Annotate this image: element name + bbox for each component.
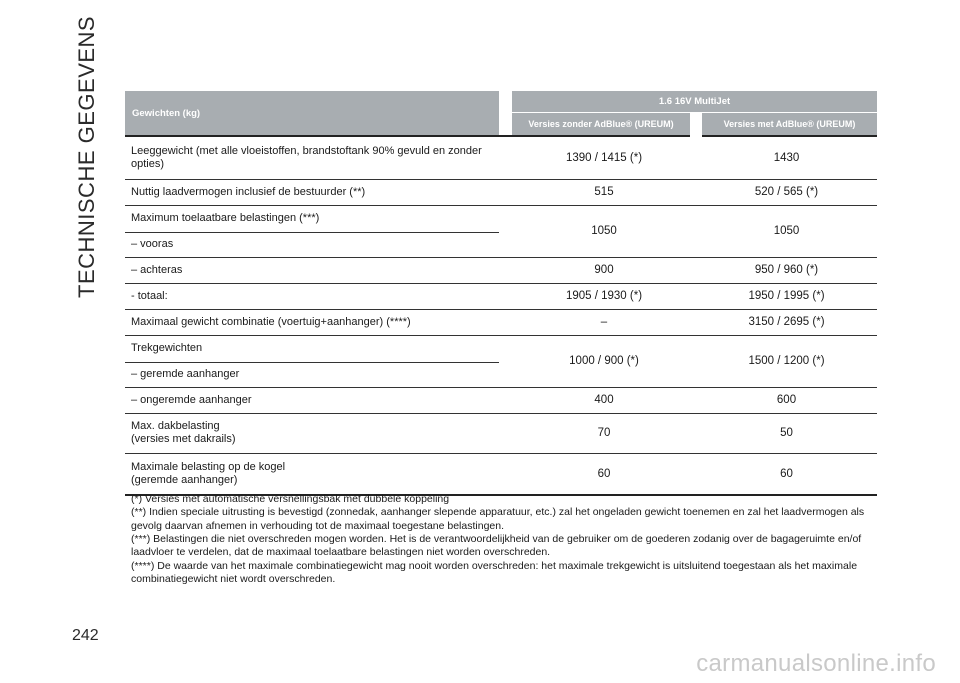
cell-value: 1050: [696, 205, 877, 257]
row-label: – vooras: [125, 232, 499, 257]
row-label: – geremde aanhanger: [125, 362, 499, 387]
row-label: Nuttig laadvermogen inclusief de bestuurder (**): [125, 179, 499, 205]
row-label-line: Max. dakbelasting: [131, 420, 220, 433]
cell-value: 1950 / 1995 (*): [696, 283, 877, 309]
row-label: – achteras: [125, 257, 499, 283]
row-label: [125, 453, 499, 495]
table-row: [125, 283, 877, 309]
table-row: [125, 413, 877, 453]
cell-value: 70: [512, 413, 696, 453]
cell-value: 1000 / 900 (*): [512, 335, 696, 387]
cell-value: 1430: [696, 136, 877, 179]
cell-value: 3150 / 2695 (*): [696, 309, 877, 335]
cell-value: 60: [696, 453, 877, 495]
row-label: - totaal:: [125, 283, 499, 309]
cell-value: 1500 / 1200 (*): [696, 335, 877, 387]
cell-value: 600: [696, 387, 877, 413]
cell-value: 60: [512, 453, 696, 495]
header-col-met-adblue: Versies met AdBlue® (UREUM): [696, 113, 877, 136]
watermark: carmanualsonline.info: [696, 650, 936, 677]
row-label: Maximum toelaatbare belastingen (***): [125, 205, 499, 232]
section-title: TECHNISCHE GEGEVENS: [74, 15, 99, 298]
table-row: [125, 453, 877, 495]
table-row: [125, 179, 877, 205]
table-row: [125, 205, 877, 232]
footnote: (***) Belastingen die niet overschreden mogen worden. Het is de verantwoordelijkheid van de gebruiker om de goederen zodanig over de bagageruimte en/of laadvloer te verdelen, dat de maximaal toelaatbare belastingen niet worden overschreden.: [131, 532, 862, 559]
header-weights-label: Gewichten (kg): [125, 91, 499, 136]
footnotes: [131, 493, 871, 586]
cell-value: 50: [696, 413, 877, 453]
cell-value: –: [512, 309, 696, 335]
cell-value: 900: [512, 257, 696, 283]
cell-value: 1050: [512, 205, 696, 257]
page-number: 242: [72, 627, 99, 644]
footnote: (****) De waarde van het maximale combinatiegewicht mag nooit worden overschreden: het maximale trekgewicht is uitsluitend toegestaan als het maximale combinatiegewicht niet wordt overschreden.: [131, 559, 858, 585]
row-label-line: (geremde aanhanger): [131, 473, 238, 486]
footnote: (**) Indien speciale uitrusting is bevestigd (zonnedak, aanhanger slepende apparatuur, etc.) zal het ongeladen gewicht toenemen en zal het laadvermogen als gevolg daarvan afnemen in verhouding tot de maximaal toegestane belastingen.: [131, 506, 865, 532]
header-gap: [499, 91, 512, 136]
row-label: Maximaal gewicht combinatie (voertuig+aanhanger) (****): [125, 309, 499, 335]
cell-value: 950 / 960 (*): [696, 257, 877, 283]
cell-value: 1905 / 1930 (*): [512, 283, 696, 309]
row-label: [125, 413, 499, 453]
header-engine: 1.6 16V MultiJet: [512, 91, 877, 113]
cell-value: 520 / 565 (*): [696, 179, 877, 205]
table-row: [125, 309, 877, 335]
row-label: – ongeremde aanhanger: [125, 387, 499, 413]
table-row: [125, 136, 877, 179]
row-label: Trekgewichten: [125, 335, 499, 362]
cell-value: 400: [512, 387, 696, 413]
table-row: [125, 257, 877, 283]
table-row: [125, 335, 877, 362]
footnote: (*) Versies met automatische versnellingsbak met dubbele koppeling: [131, 493, 450, 505]
cell-value: 1390 / 1415 (*): [512, 136, 696, 179]
table-row: [125, 387, 877, 413]
row-label-line: (versies met dakrails): [131, 433, 236, 445]
weights-table: [125, 91, 877, 496]
header-col-zonder-adblue: Versies zonder AdBlue® (UREUM): [512, 113, 696, 136]
row-label-line: Maximale belasting op de kogel: [131, 461, 286, 474]
row-label: Leeggewicht (met alle vloeistoffen, brandstoftank 90% gevuld en zonder opties): [125, 136, 499, 179]
cell-value: 515: [512, 179, 696, 205]
